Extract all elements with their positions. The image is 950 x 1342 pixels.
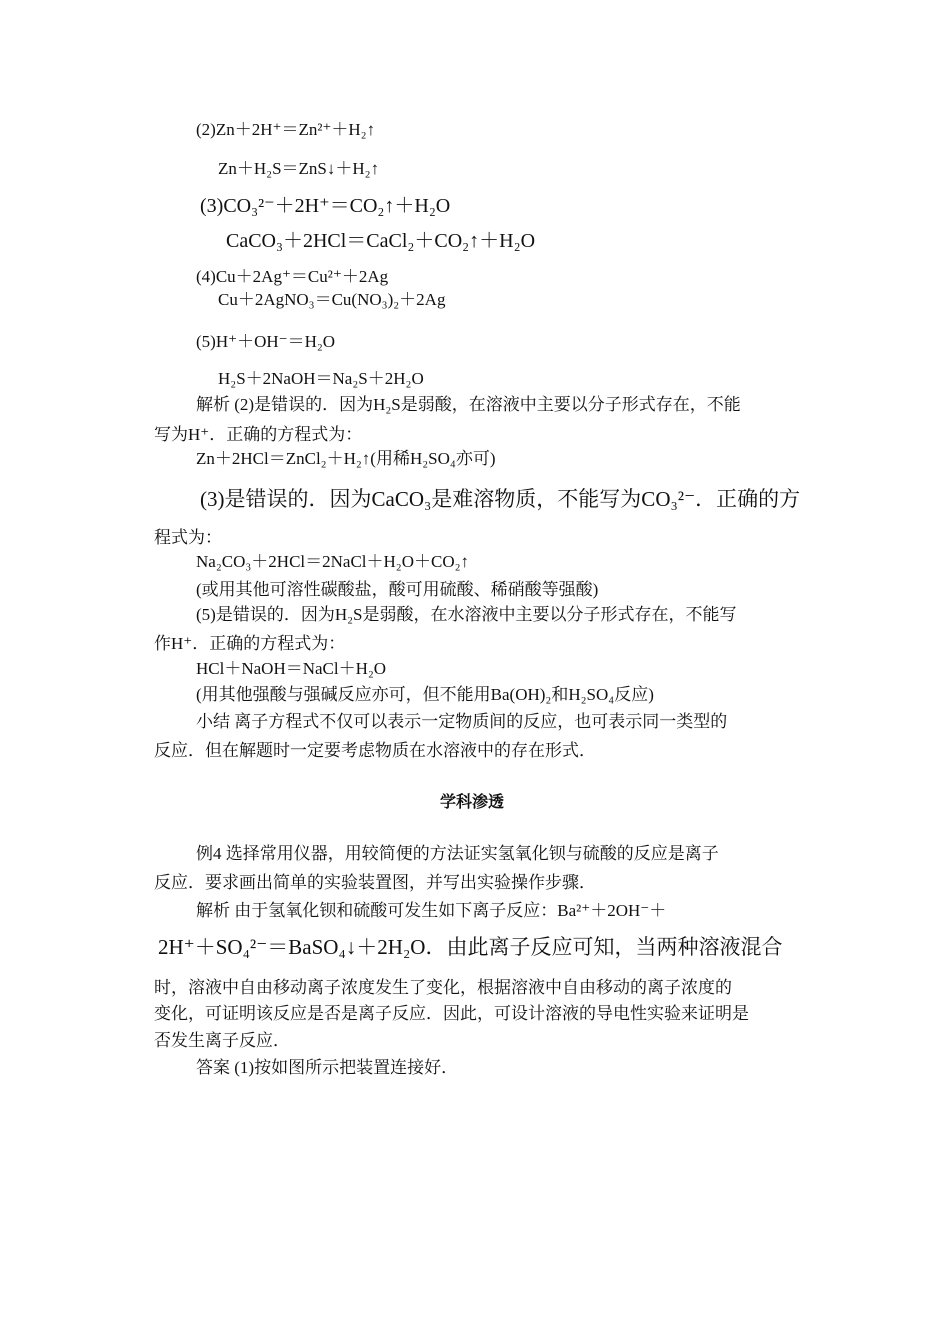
example4-analysis-line-4: 否发生离子反应． — [154, 1031, 290, 1050]
equation-2-molecular: Zn＋H₂S＝ZnS↓＋H₂↑ — [218, 159, 380, 178]
example4-line-2: 反应．要求画出简单的实验装置图，并写出实验操作步骤． — [154, 873, 596, 892]
equation-3-molecular: CaCO₃＋2HCl＝CaCl₂＋CO₂↑＋H₂O — [226, 230, 536, 252]
analysis-line-5: (5)是错误的．因为H₂S是弱酸，在水溶液中主要以分子形式存在，不能写 — [196, 605, 737, 624]
example4-analysis-equation: 2H⁺＋SO₄²⁻＝BaSO₄↓＋2H₂O．由此离子反应可知，当两种溶液混合 — [158, 935, 783, 959]
analysis-note-2: (用其他强酸与强碱反应亦可，但不能用Ba(OH)₂和H₂SO₄反应) — [196, 685, 654, 704]
analysis-line-3: (3)是错误的．因为CaCO₃是难溶物质，不能写为CO₃²⁻．正确的方 — [200, 487, 801, 511]
example4-analysis-line-3: 变化，可证明该反应是否是离子反应．因此，可设计溶液的导电性实验来证明是 — [154, 1004, 749, 1023]
example4-analysis-line-2: 时，溶液中自由移动离子浓度发生了变化，根据溶液中自由移动的离子浓度的 — [154, 978, 732, 997]
analysis-equation-hcl: HCl＋NaOH＝NaCl＋H₂O — [196, 659, 387, 678]
analysis-line-1: 解析 (2)是错误的．因为H₂S是弱酸，在溶液中主要以分子形式存在，不能 — [196, 395, 741, 414]
summary-line-2: 反应．但在解题时一定要考虑物质在水溶液中的存在形式． — [154, 741, 596, 760]
analysis-note-1: (或用其他可溶性碳酸盐，酸可用硫酸、稀硝酸等强酸) — [196, 580, 599, 599]
equation-5-ionic: (5)H⁺＋OH⁻＝H₂O — [196, 332, 336, 351]
section-title: 学科渗透 — [440, 794, 505, 811]
analysis-line-6: 作H⁺．正确的方程式为： — [154, 634, 346, 653]
equation-4-molecular: Cu＋2AgNO₃＝Cu(NO₃)₂＋2Ag — [218, 290, 446, 309]
equation-5-molecular: H₂S＋2NaOH＝Na₂S＋2H₂O — [218, 369, 424, 388]
answer-line-1: 答案 (1)按如图所示把装置连接好． — [196, 1058, 459, 1077]
example4-line-1: 例4 选择常用仪器，用较简便的方法证实氢氧化钡与硫酸的反应是离子 — [196, 844, 719, 863]
analysis-equation-zn: Zn＋2HCl＝ZnCl₂＋H₂↑(用稀H₂SO₄亦可) — [196, 449, 496, 468]
example4-analysis-line-1: 解析 由于氢氧化钡和硫酸可发生如下离子反应：Ba²⁺＋2OH⁻＋ — [196, 901, 667, 920]
equation-3-ionic: (3)CO₃²⁻＋2H⁺＝CO₂↑＋H₂O — [200, 195, 451, 217]
analysis-line-2: 写为H⁺．正确的方程式为： — [154, 425, 363, 444]
analysis-line-4: 程式为： — [154, 528, 222, 547]
summary-line-1: 小结 离子方程式不仅可以表示一定物质间的反应，也可表示同一类型的 — [196, 712, 728, 731]
equation-4-ionic: (4)Cu＋2Ag⁺＝Cu²⁺＋2Ag — [196, 267, 389, 286]
equation-2-ionic: (2)Zn＋2H⁺＝Zn²⁺＋H₂↑ — [196, 120, 376, 139]
analysis-equation-na2co3: Na₂CO₃＋2HCl＝2NaCl＋H₂O＋CO₂↑ — [196, 552, 470, 571]
